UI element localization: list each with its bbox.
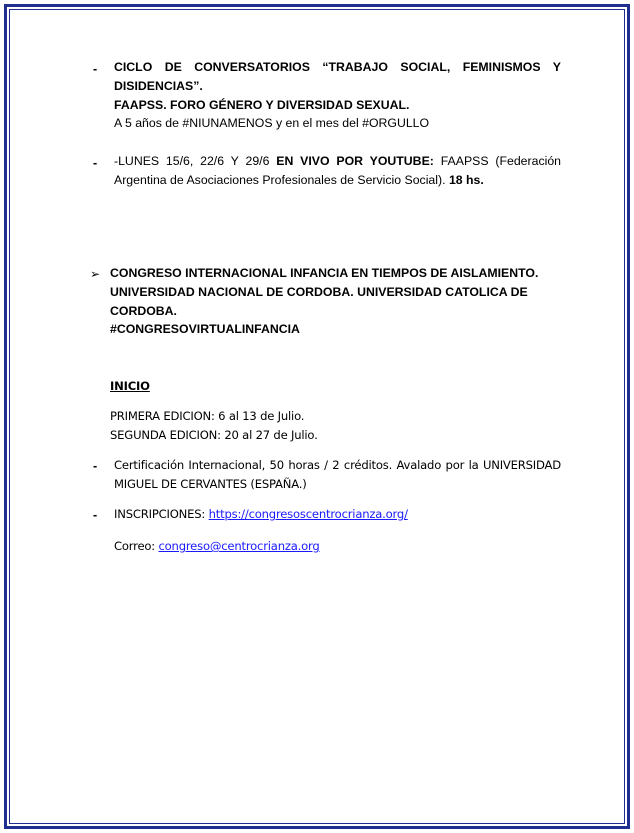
- ciclo-title: [114, 58, 561, 115]
- edition-second: SEGUNDA EDICION: 20 al 27 de Julio.: [110, 428, 318, 442]
- schedule-time: 18 hs.: [448, 173, 484, 187]
- congreso-title-line2: UNIVERSIDAD NACIONAL DE CORDOBA. UNIVERSIDAD CATOLICA DE CORDOBA.: [110, 285, 528, 318]
- edition-first: PRIMERA EDICION: 6 al 13 de Julio.: [110, 409, 305, 423]
- congreso-title-line1: CONGRESO INTERNACIONAL INFANCIA EN TIEMPOS DE AISLAMIENTO.: [110, 266, 539, 280]
- correo-label: Correo:: [114, 539, 159, 553]
- bullet-dash: -: [93, 62, 98, 76]
- bullet-dash: -: [93, 156, 98, 170]
- congreso-title: [110, 264, 580, 321]
- schedule-dates: -LUNES 15/6, 22/6 Y 29/6: [114, 154, 277, 168]
- inscripciones: [114, 505, 561, 524]
- ciclo-title-line1: CICLO DE CONVERSATORIOS “TRABAJO SOCIAL, FEMINISMOS Y DISIDENCIAS”.: [114, 60, 561, 93]
- inscripciones-label: INSCRIPCIONES:: [114, 507, 209, 521]
- schedule-org: FAAPSS (Federación Argentina de Asociaciones Profesionales de Servicio Social).: [114, 154, 562, 187]
- correo-link[interactable]: congreso@centrocrianza.org: [158, 539, 320, 553]
- bullet-dash: -: [93, 508, 98, 522]
- correo: [114, 537, 561, 556]
- ciclo-title-line2: FAAPSS. FORO GÉNERO Y DIVERSIDAD SEXUAL.: [114, 98, 410, 112]
- certification-text: Certificación Internacional, 50 horas / 2 créditos. Avalado por la UNIVERSIDAD MIGUEL DE CERVANTES (ESPAÑA.): [114, 458, 561, 491]
- bullet-dash: -: [93, 459, 98, 473]
- editions: [110, 407, 510, 445]
- congreso-hashtag: #CONGRESOVIRTUALINFANCIA: [110, 322, 300, 336]
- arrow-bullet-icon: ➢: [90, 267, 101, 281]
- inicio-heading: INICIO: [110, 379, 150, 393]
- schedule-live: EN VIVO POR YOUTUBE:: [276, 154, 434, 168]
- ciclo-subtitle: A 5 años de #NIUNAMENOS y en el mes del #ORGULLO: [114, 116, 430, 130]
- inscripciones-link[interactable]: https://congresoscentrocrianza.org/: [208, 507, 408, 521]
- ciclo-schedule: [114, 152, 561, 190]
